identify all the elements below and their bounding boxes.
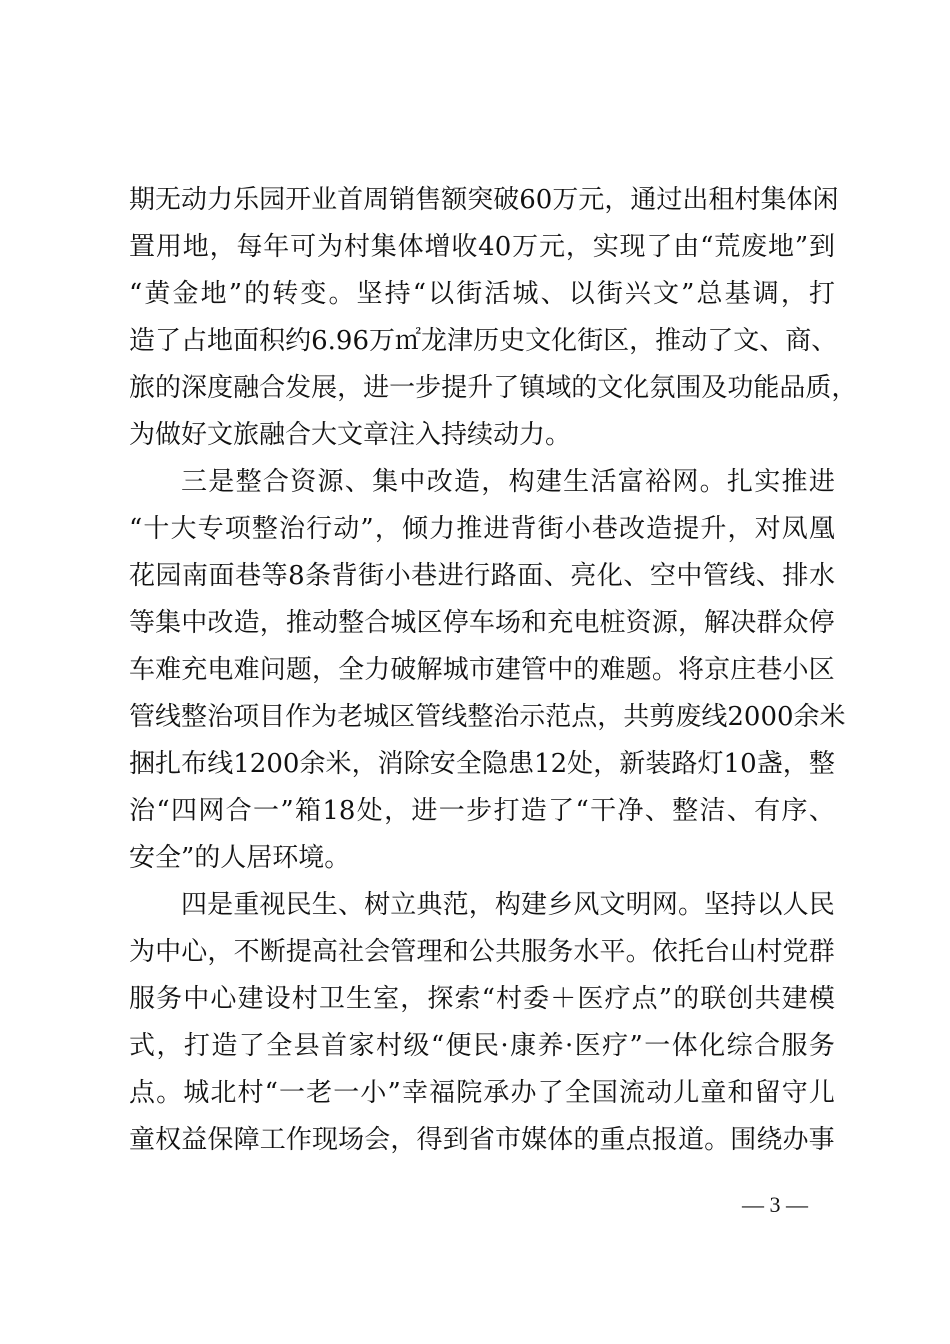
text-line: 四 是 重 视 民 生 、 树 立 典 范 ， 构 建 乡 风 文 明 网 。 坚 持 以 人 民 bbox=[181, 890, 835, 920]
text-line: 管 线 整 治 项 目 作 为 老 城 区 管 线 整 治 示 范 点 ， 共 剪 废 线 2000 余 米 bbox=[129, 702, 846, 732]
text-line: 置 用 地 ， 每 年 可 为 村 集 体 增 收 40 万 元 ， 实 现 了 由 “ 荒 废 地 ” 到 bbox=[129, 232, 835, 262]
text-line: 为做好文旅融合大文章注入持续动力。 bbox=[129, 420, 572, 450]
page-number: — 3 — bbox=[742, 1192, 808, 1217]
text-line: 为 中 心 ， 不 断 提 高 社 会 管 理 和 公 共 服 务 水 平 。 依 托 台 山 村 党 群 bbox=[129, 937, 835, 967]
text-line: 式 ， 打 造 了 全 县 首 家 村 级 “ 便 民 · 康 养 · 医 疗 ” 一 体 化 综 合 服 务 bbox=[129, 1031, 835, 1061]
text-line: 三 是 整 合 资 源 、 集 中 改 造 ， 构 建 生 活 富 裕 网 。 扎 实 推 进 bbox=[181, 467, 835, 497]
paragraph bbox=[129, 459, 846, 882]
text-line: 捆 扎 布 线 1200 余 米 ， 消 除 安 全 隐 患 12 处 ， 新 装 路 灯 10 盏 ， 整 bbox=[129, 749, 835, 779]
body-text bbox=[129, 177, 858, 1164]
paragraph bbox=[129, 177, 858, 459]
text-line: 童 权 益 保 障 工 作 现 场 会 ， 得 到 省 市 媒 体 的 重 点 报 道 。 围 绕 办 事 bbox=[129, 1125, 835, 1155]
text-line: 等 集 中 改 造 ， 推 动 整 合 城 区 停 车 场 和 充 电 桩 资 源 ， 解 决 群 众 停 bbox=[129, 608, 835, 638]
text-line: 造 了 占 地 面 积 约 6.96 万 ㎡ 龙 津 历 史 文 化 街 区 ， 推 动 了 文 、 商 、 bbox=[129, 326, 838, 356]
text-line: 花 园 南 面 巷 等 8 条 背 街 小 巷 进 行 路 面 、 亮 化 、 空 中 管 线 、 排 水 bbox=[129, 561, 835, 591]
paragraph bbox=[129, 882, 835, 1164]
text-line: “ 十 大 专 项 整 治 行 动 ” ， 倾 力 推 进 背 街 小 巷 改 造 提 升 ， 对 凤 凰 bbox=[129, 514, 835, 544]
text-line: 旅 的 深 度 融 合 发 展 ， 进 一 步 提 升 了 镇 域 的 文 化 氛 围 及 功 能 品 质 ， bbox=[129, 373, 858, 403]
text-line: 服 务 中 心 建 设 村 卫 生 室 ， 探 索 “ 村 委 ＋ 医 疗 点 ” 的 联 创 共 建 模 bbox=[129, 984, 835, 1014]
text-line: 安全”的人居环境。 bbox=[129, 843, 351, 873]
text-line: 期 无 动 力 乐 园 开 业 首 周 销 售 额 突 破 60 万 元 ， 通 过 出 租 村 集 体 闲 bbox=[129, 185, 839, 215]
text-line: “ 黄 金 地 ” 的 转 变 。 坚 持 “ 以 街 活 城 、 以 街 兴 文 ” 总 基 调 ， 打 bbox=[129, 279, 835, 309]
text-line: 车 难 充 电 难 问 题 ， 全 力 破 解 城 市 建 管 中 的 难 题 。 将 京 庄 巷 小 区 bbox=[129, 655, 835, 685]
text-line: 治 “ 四 网 合 一 ” 箱 18 处 ， 进 一 步 打 造 了 “ 干 净 、 整 洁 、 有 序 、 bbox=[129, 796, 835, 826]
text-line: 点 。 城 北 村 “ 一 老 一 小 ” 幸 福 院 承 办 了 全 国 流 动 儿 童 和 留 守 儿 bbox=[129, 1078, 835, 1108]
